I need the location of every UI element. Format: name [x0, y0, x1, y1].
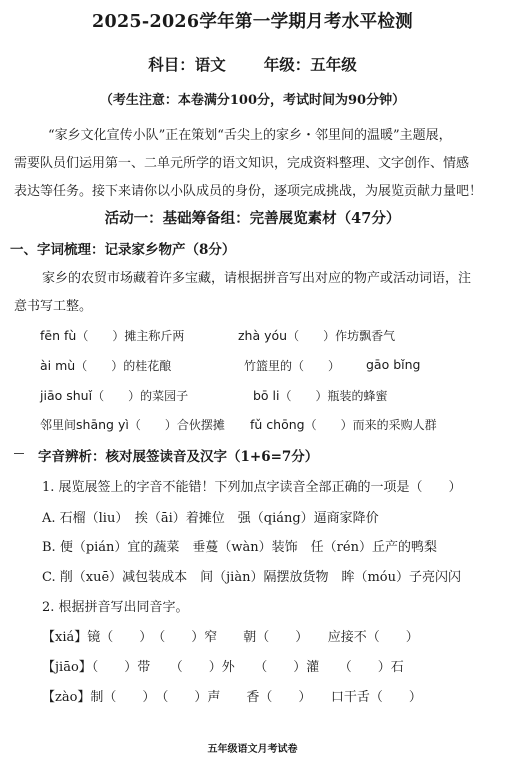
subject-label: 科目：语文 — [148, 55, 226, 74]
word-item: jiāo shuǐ（ ）的菜园子 — [40, 388, 189, 403]
section-2-dash — [14, 453, 24, 454]
question-1: 1. 展览展签上的字音不能错！下列加点字读音全部正确的一项是（ ） — [42, 480, 462, 495]
word-item: fǔ chōng（ ）而来的采购人群 — [250, 417, 437, 432]
option-c: C. 削（xuē）减包装成本 间（jiàn）隔摆放货物 眸（móu）子亮闪闪 — [42, 570, 461, 585]
word-item: gāo bǐng — [366, 357, 421, 372]
word-item: 邻里间shāng yì（ ）合伙摆摊 — [40, 417, 225, 432]
page-footer: 五年级语文月考试卷 — [207, 744, 298, 755]
question-2: 2. 根据拼音写出同音字。 — [42, 600, 189, 615]
activity-1-title: 活动一：基础筹备组：完善展览素材（47分） — [104, 210, 401, 227]
section-1-desc-2: 意书写工整。 — [14, 299, 93, 314]
intro-line-1: “家乡文化宣传小队”正在策划“舌尖上的家乡・邻里间的温暖”主题展， — [48, 128, 452, 143]
homophone-row-xia: 【xiá】镜（ ） （ ）窄 朝（ ） 应接不（ ） — [42, 630, 419, 645]
intro-line-3: 表达等任务。接下来请你以小队成员的身份，逐项完成挑战，为展览贡献力量吧！ — [14, 184, 483, 199]
homophone-row-jiao: 【jiāo】（ ）带 （ ）外 （ ）灌 （ ）石 — [42, 660, 404, 675]
word-item: bō li（ ）瓶装的蜂蜜 — [253, 388, 388, 403]
option-b: B. 便（pián）宜的蔬菜 垂蔓（wàn）装饰 任（rén）丘产的鸭梨 — [42, 540, 437, 555]
exam-title: 2025-2026学年第一学期月考水平检测 — [92, 12, 413, 32]
subject-grade-line — [0, 53, 505, 75]
intro-line-2: 需要队员们运用第一、二单元所学的语文知识，完成资料整理、文字创作、情感 — [14, 156, 470, 171]
section-1-desc-1: 家乡的农贸市场藏着许多宝藏，请根据拼音写出对应的物产或活动词语，注 — [42, 271, 472, 286]
section-2-title: 字音辨析：核对展签读音及汉字（1+6=7分） — [38, 449, 319, 465]
word-item: fēn fù（ ）摊主称斤两 — [40, 328, 185, 343]
word-item: zhà yóu（ ）作坊飘香气 — [238, 328, 396, 343]
word-item: 竹篮里的（ ） — [244, 359, 341, 373]
word-item: ài mù（ ）的桂花酿 — [40, 358, 172, 373]
option-a: A. 石榴（liu） 挨（āi）着摊位 强（qiáng）逼商家降价 — [42, 511, 379, 526]
homophone-row-zao: 【zào】制（ ） （ ）声 香（ ） 口干舌（ ） — [42, 690, 422, 705]
section-1-title: 一、字词梳理：记录家乡物产（8分） — [10, 242, 236, 258]
grade-label: 年级：五年级 — [263, 55, 357, 74]
exam-notice: （考生注意：本卷满分100分，考试时间为90分钟） — [99, 93, 406, 108]
